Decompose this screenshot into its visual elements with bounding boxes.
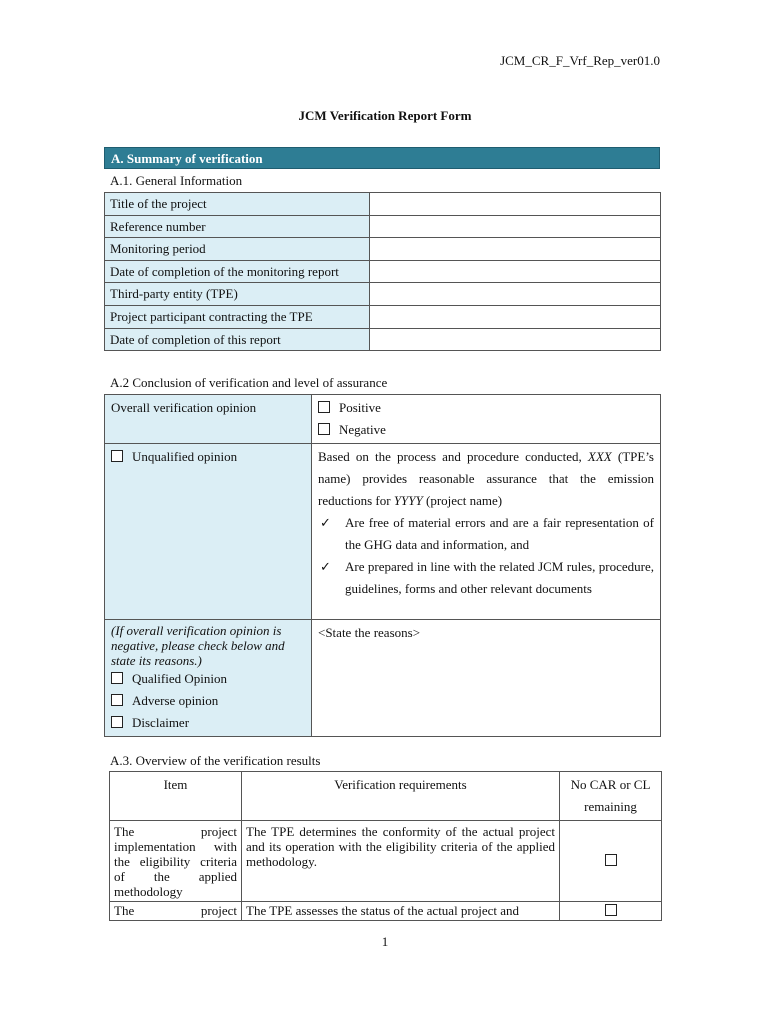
option-label: Unqualified opinion (132, 449, 238, 464)
overall-opinion-label: Overall verification opinion (105, 395, 312, 444)
row-label: Title of the project (105, 193, 370, 216)
checkmark-icon: ✓ (320, 515, 331, 530)
row-value-field[interactable] (370, 238, 661, 261)
conclusion-heading: A.2 Conclusion of verification and level of assurance (110, 375, 388, 390)
column-header-no-car: No CAR or CL remaining (560, 772, 662, 821)
no-car-cell (560, 902, 662, 921)
form-title: JCM Verification Report Form (298, 108, 472, 123)
row-value-field[interactable] (370, 305, 661, 328)
checkmark-icon: ✓ (320, 559, 331, 574)
option-label: Disclaimer (132, 715, 190, 730)
item-cell: The project (110, 902, 242, 921)
option-qualified[interactable] (111, 668, 305, 690)
row-value-field[interactable] (370, 328, 661, 351)
checkbox[interactable] (605, 904, 617, 916)
row-value-field[interactable] (370, 215, 661, 238)
table-row (105, 620, 661, 737)
option-label: Positive (339, 400, 381, 415)
overview-table (109, 771, 662, 921)
option-label: Negative (339, 422, 386, 437)
unqualified-opinion-cell (105, 444, 312, 620)
column-header-item: Item (110, 772, 242, 821)
statement-paragraph: Based on the process and procedure conducted, XXX (TPE’s name) provides reasonable assurance that the emission reductions for YYYY (project name) (318, 449, 654, 508)
checkbox[interactable] (318, 423, 330, 435)
page-number: 1 (381, 934, 389, 949)
row-label: Reference number (105, 215, 370, 238)
reasons-placeholder: <State the reasons> (318, 625, 421, 640)
table-row (110, 902, 662, 921)
option-positive[interactable] (318, 397, 654, 419)
table-row (105, 395, 661, 444)
general-info-heading: A.1. General Information (110, 173, 243, 188)
general-info-table (104, 192, 661, 351)
no-car-cell (560, 821, 662, 902)
option-adverse[interactable] (111, 690, 305, 712)
table-row (105, 238, 661, 261)
negative-note: (If overall verification opinion is negative, please check below and state its reasons.) (111, 623, 285, 668)
table-row (105, 444, 661, 620)
statement-bullet: ✓ Are free of material errors and are a fair representation of the GHG data and information, and (318, 512, 654, 556)
option-label: Adverse opinion (132, 693, 219, 708)
requirement-cell: The TPE assesses the status of the actual project and (242, 902, 560, 921)
overview-heading: A.3. Overview of the verification results (110, 753, 321, 768)
option-unqualified[interactable] (111, 446, 305, 468)
row-label: Project participant contracting the TPE (105, 305, 370, 328)
requirement-cell: The TPE determines the conformity of the actual project and its operation with the eligibility criteria of the applied methodology. (242, 821, 560, 902)
option-disclaimer[interactable] (111, 712, 305, 734)
checkbox[interactable] (318, 401, 330, 413)
table-row (110, 821, 662, 902)
table-row (105, 193, 661, 216)
checkbox[interactable] (111, 672, 123, 684)
statement-bullet: ✓ Are prepared in line with the related JCM rules, procedure, guidelines, forms and other relevant documents (318, 556, 654, 600)
conclusion-table (104, 394, 661, 737)
overall-opinion-options (312, 395, 661, 444)
table-row (105, 328, 661, 351)
checkbox[interactable] (111, 450, 123, 462)
row-label: Date of completion of this report (105, 328, 370, 351)
table-header-row (110, 772, 662, 821)
table-row (105, 260, 661, 283)
assurance-statement (312, 444, 661, 620)
row-label: Monitoring period (105, 238, 370, 261)
document-id: JCM_CR_F_Vrf_Rep_ver01.0 (500, 53, 660, 68)
reasons-field[interactable] (312, 620, 661, 737)
section-a-heading: A. Summary of verification (104, 147, 660, 169)
row-label: Date of completion of the monitoring report (105, 260, 370, 283)
row-label: Third-party entity (TPE) (105, 283, 370, 306)
option-label: Qualified Opinion (132, 671, 227, 686)
option-negative[interactable] (318, 419, 654, 441)
row-value-field[interactable] (370, 260, 661, 283)
row-value-field[interactable] (370, 193, 661, 216)
negative-opinion-cell (105, 620, 312, 737)
table-row (105, 215, 661, 238)
checkbox[interactable] (111, 694, 123, 706)
table-row (105, 283, 661, 306)
checkbox[interactable] (605, 854, 617, 866)
row-value-field[interactable] (370, 283, 661, 306)
table-row (105, 305, 661, 328)
column-header-requirements: Verification requirements (242, 772, 560, 821)
checkbox[interactable] (111, 716, 123, 728)
item-cell: The project implementation with the eligibility criteria of the applied methodology (110, 821, 242, 902)
